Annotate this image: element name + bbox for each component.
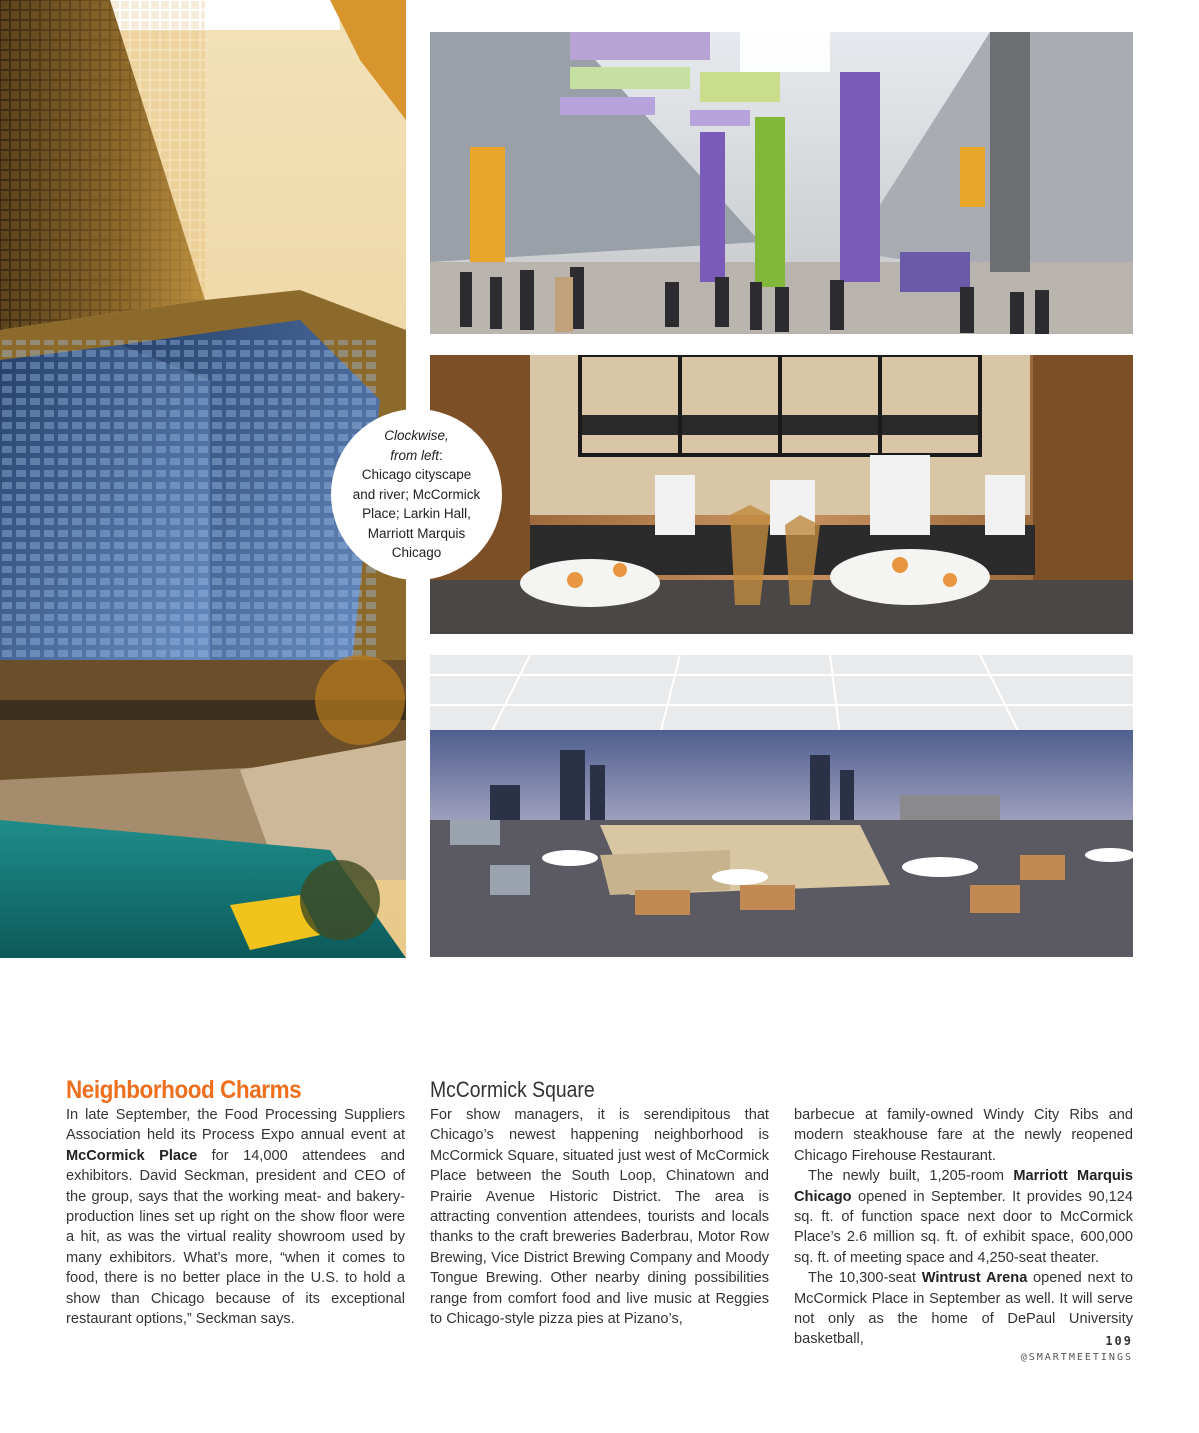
- caption-line: Place; Larkin Hall,: [362, 506, 471, 522]
- photo-marriott-marquis-lounge: [430, 655, 1133, 957]
- paragraph: The 10,300-seat Wintrust Arena opened next to McCormick Place in September as well. It will serve not only as the home of DePaul University basketball,: [794, 1270, 1133, 1348]
- social-handle: @SMARTMEETINGS: [1020, 1352, 1133, 1363]
- paragraph: In late September, the Food Processing Suppliers Association held its Process Expo annual event at McCormick Place for 14,000 attendees and exhibitors. David Seckman, president and CEO of the group, says that the working meat- and bakery-production lines set up right on the show floor were a hit, as was the virtual reality showroom used by many exhibitors. What’s more, “when it comes to food, there is no better place in the U.S. to hold a show than Chicago because of its exceptional restaurant options,” Seckman says.: [66, 1107, 405, 1328]
- photo-larkin-hall: [430, 355, 1133, 634]
- photo-mccormick-place-hall: [430, 32, 1133, 334]
- page-number: 109: [1105, 1334, 1133, 1348]
- page-folio: [1021, 1334, 1133, 1363]
- photo-caption: [331, 409, 502, 580]
- caption-line: Chicago: [391, 545, 442, 561]
- article-column-1: [66, 1075, 405, 1329]
- paragraph: The newly built, 1,205-room Marriott Marquis Chicago opened in September. It provides 90,124 sq. ft. of function space next door to McCormick Place’s 2.6 million sq. ft. of exhibit space, 600,000 sq. ft. of meeting space and 4,250-seat theater.: [794, 1168, 1133, 1266]
- venue-name-mccormick-place: McCormick Place: [66, 1147, 198, 1164]
- article-column-2: [430, 1075, 769, 1329]
- caption-line: and river; McCormick: [352, 486, 481, 502]
- caption-line-from-left: from left:: [390, 447, 443, 463]
- article-column-3: [794, 1105, 1133, 1350]
- caption-line: Chicago cityscape: [361, 467, 472, 483]
- section-heading-neighborhood-charms: Neighborhood Charms: [66, 1076, 302, 1104]
- caption-line-clockwise: Clockwise,: [384, 428, 449, 444]
- venue-name-wintrust-arena: Wintrust Arena: [921, 1270, 1028, 1287]
- venue-name-marriott-marquis: Marriott Marquis Chicago: [794, 1168, 1133, 1205]
- paragraph: For show managers, it is serendipitous that Chicago’s newest happening neighborhood is McCormick Square, situated just west of McCormick Place between the South Loop, Chinatown and Prairie Avenue Historic District. The area is attracting convention attendees, tourists and locals thanks to the craft breweries Baderbrau, Motor Row Brewing, Vice District Brewing Company and Moody Tongue Brewing. Other nearby dining possibilities range from comfort food and live music at Reggies to Chicago-style pizza pies at Pizano’s,: [430, 1107, 769, 1328]
- section-heading-mccormick-square: McCormick Square: [430, 1077, 595, 1102]
- paragraph: barbecue at family-owned Windy City Ribs and modern steakhouse fare at the newly reopened Chicago Firehouse Restaurant.: [794, 1107, 1133, 1164]
- caption-line: Marriott Marquis: [367, 525, 466, 541]
